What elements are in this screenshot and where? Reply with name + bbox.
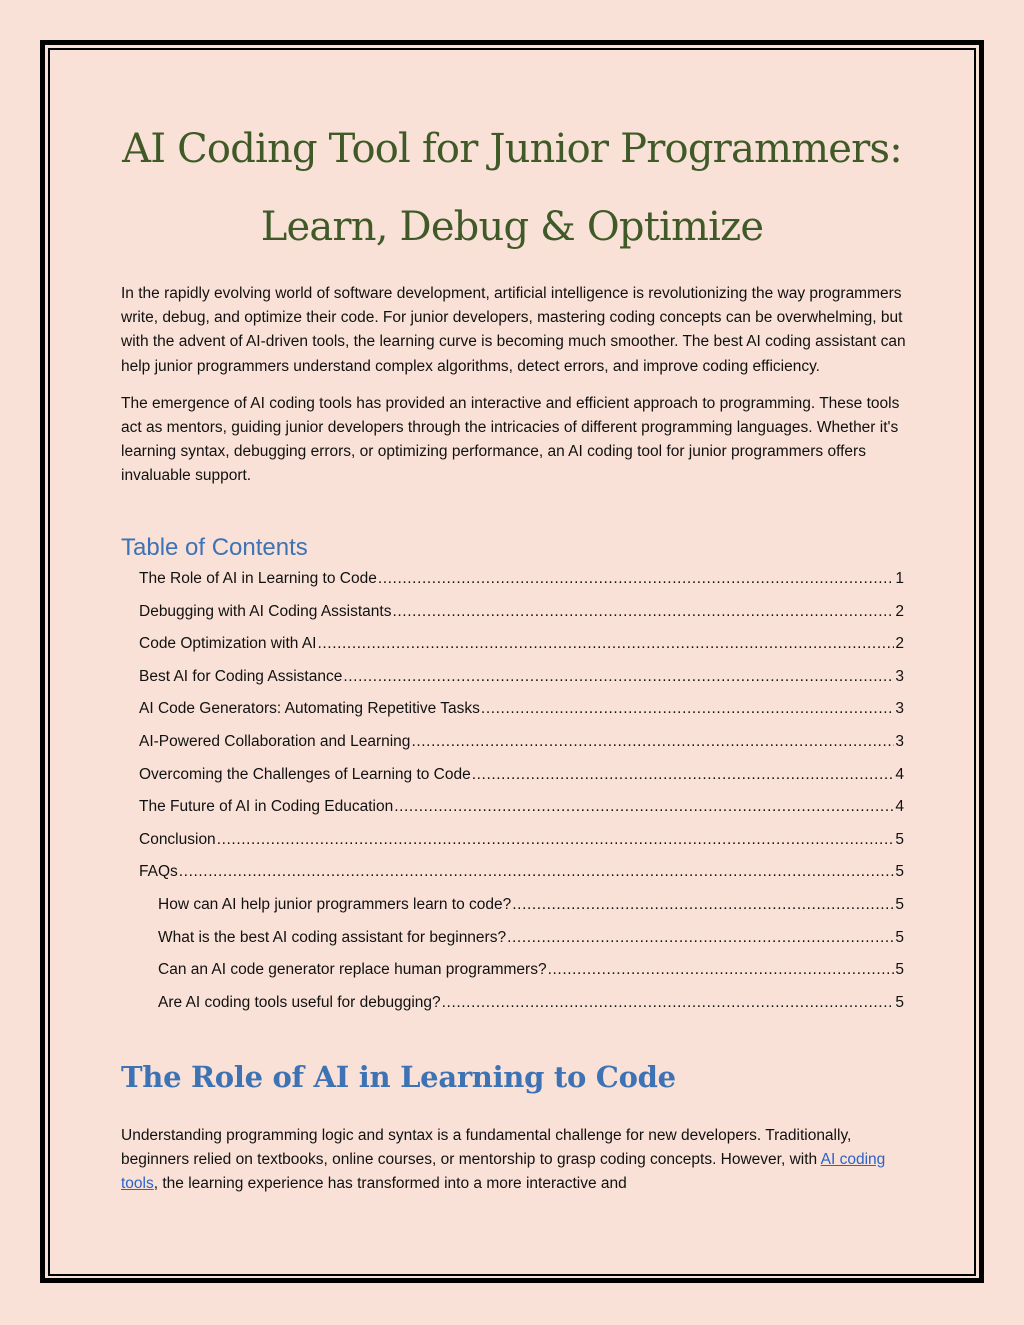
toc-entry-text[interactable]: AI-Powered Collaboration and Learning [139,732,411,750]
intro-paragraph-2: The emergence of AI coding tools has provided an interactive and efficient approach to programming. These tools act as mentors, guiding junior developers through the intricacies of different programming languages. Whether it's learning syntax, debugging errors, or optimizing performance, an AI coding tool for junior programmers offers invaluable support. [121,394,900,485]
toc-leader-dots [442,991,895,1015]
toc-entry-text[interactable]: The Role of AI in Learning to Code [139,570,377,587]
toc-subentry[interactable] [139,893,904,926]
page-title-line1: AI Coding Tool for Junior Programmers: [122,126,902,172]
toc-page-number[interactable]: 2 [895,635,904,653]
section-heading: The Role of AI in Learning to Code [121,1060,676,1094]
toc-leader-dots [378,567,895,591]
toc-entry-text[interactable]: Can an AI code generator replace human programmers? [158,961,547,979]
toc-leader-dots [512,893,894,917]
toc-entry[interactable] [139,795,904,828]
toc-heading: Table of Contents [121,534,308,561]
toc-leader-dots [343,665,894,689]
toc-entry[interactable] [139,730,904,763]
toc-page-number[interactable]: 1 [895,570,904,587]
toc-entry-text[interactable]: How can AI help junior programmers learn to code? [158,895,512,913]
toc-leader-dots [472,763,895,787]
toc-entry-text[interactable]: Overcoming the Challenges of Learning to Code [139,765,471,783]
toc-leader-dots [217,828,895,852]
toc-leader-dots [317,632,894,656]
toc-subentry[interactable] [139,991,904,1024]
toc-leader-dots [481,697,894,721]
toc-entry-text[interactable]: Code Optimization with AI [139,635,317,653]
toc-leader-dots [411,730,894,754]
toc-entry[interactable] [139,828,904,861]
toc-page-number[interactable]: 5 [895,895,904,913]
toc-leader-dots [548,958,895,982]
toc-page-number[interactable]: 2 [895,602,904,620]
intro-section [121,282,907,502]
toc-entry[interactable] [139,697,904,730]
toc-entry-text[interactable]: Are AI coding tools useful for debugging? [158,993,441,1011]
toc-entry-text[interactable]: FAQs [139,863,178,881]
toc-entry[interactable] [139,632,904,665]
toc-entry[interactable] [139,567,904,600]
toc-leader-dots [392,600,894,624]
page-title-line2: Learn, Debug & Optimize [260,204,764,250]
toc-entry-text[interactable]: What is the best AI coding assistant for beginners? [158,928,507,946]
toc-subentry[interactable] [139,958,904,991]
section-text-end: , the learning experience has transformed into a more interactive and [153,1175,627,1193]
toc-page-number[interactable]: 3 [895,732,904,750]
toc-entry[interactable] [139,600,904,633]
toc-entry[interactable] [139,665,904,698]
toc-entry-text[interactable]: Best AI for Coding Assistance [139,667,343,685]
toc-page-number[interactable]: 4 [895,765,904,783]
toc-page-number[interactable]: 5 [895,830,904,848]
toc-subentry[interactable] [139,926,904,959]
ai-coding-tools-link[interactable]: AI coding tools [121,1151,886,1193]
section-text-start: Understanding programming logic and syntax is a fundamental challenge for new developers. Traditionally, beginners relied on textbooks, online courses, or mentorship to grasp coding concepts. However, with [121,1127,852,1169]
toc-entry-text[interactable]: Conclusion [139,830,216,848]
intro-paragraph-1: In the rapidly evolving world of software development, artificial intelligence is revolutionizing the way programmers write, debug, and optimize their code. For junior developers, mastering coding concepts can be overwhelming, but with the advent of AI-driven tools, the learning curve is becoming much smoother. The best AI coding assistant can help junior programmers understand complex algorithms, detect errors, and improve coding efficiency. [121,285,906,375]
table-of-contents [139,567,904,1023]
toc-page-number[interactable]: 5 [895,961,904,979]
toc-entry[interactable] [139,860,904,893]
toc-page-number[interactable]: 3 [895,700,904,718]
toc-leader-dots [507,926,894,950]
toc-page-number[interactable]: 3 [895,667,904,685]
toc-page-number[interactable]: 5 [895,993,904,1011]
section-paragraph [121,1124,907,1197]
toc-page-number[interactable]: 5 [895,863,904,881]
toc-page-number[interactable]: 4 [895,798,904,816]
toc-leader-dots [394,795,894,819]
toc-entry-text[interactable]: AI Code Generators: Automating Repetitive Tasks [139,700,480,718]
toc-entry[interactable] [139,763,904,796]
page-title [70,110,954,266]
toc-entry-text[interactable]: Debugging with AI Coding Assistants [139,602,392,620]
toc-entry-text[interactable]: The Future of AI in Coding Education [139,798,394,816]
toc-leader-dots [179,860,895,884]
toc-page-number[interactable]: 5 [895,928,904,946]
